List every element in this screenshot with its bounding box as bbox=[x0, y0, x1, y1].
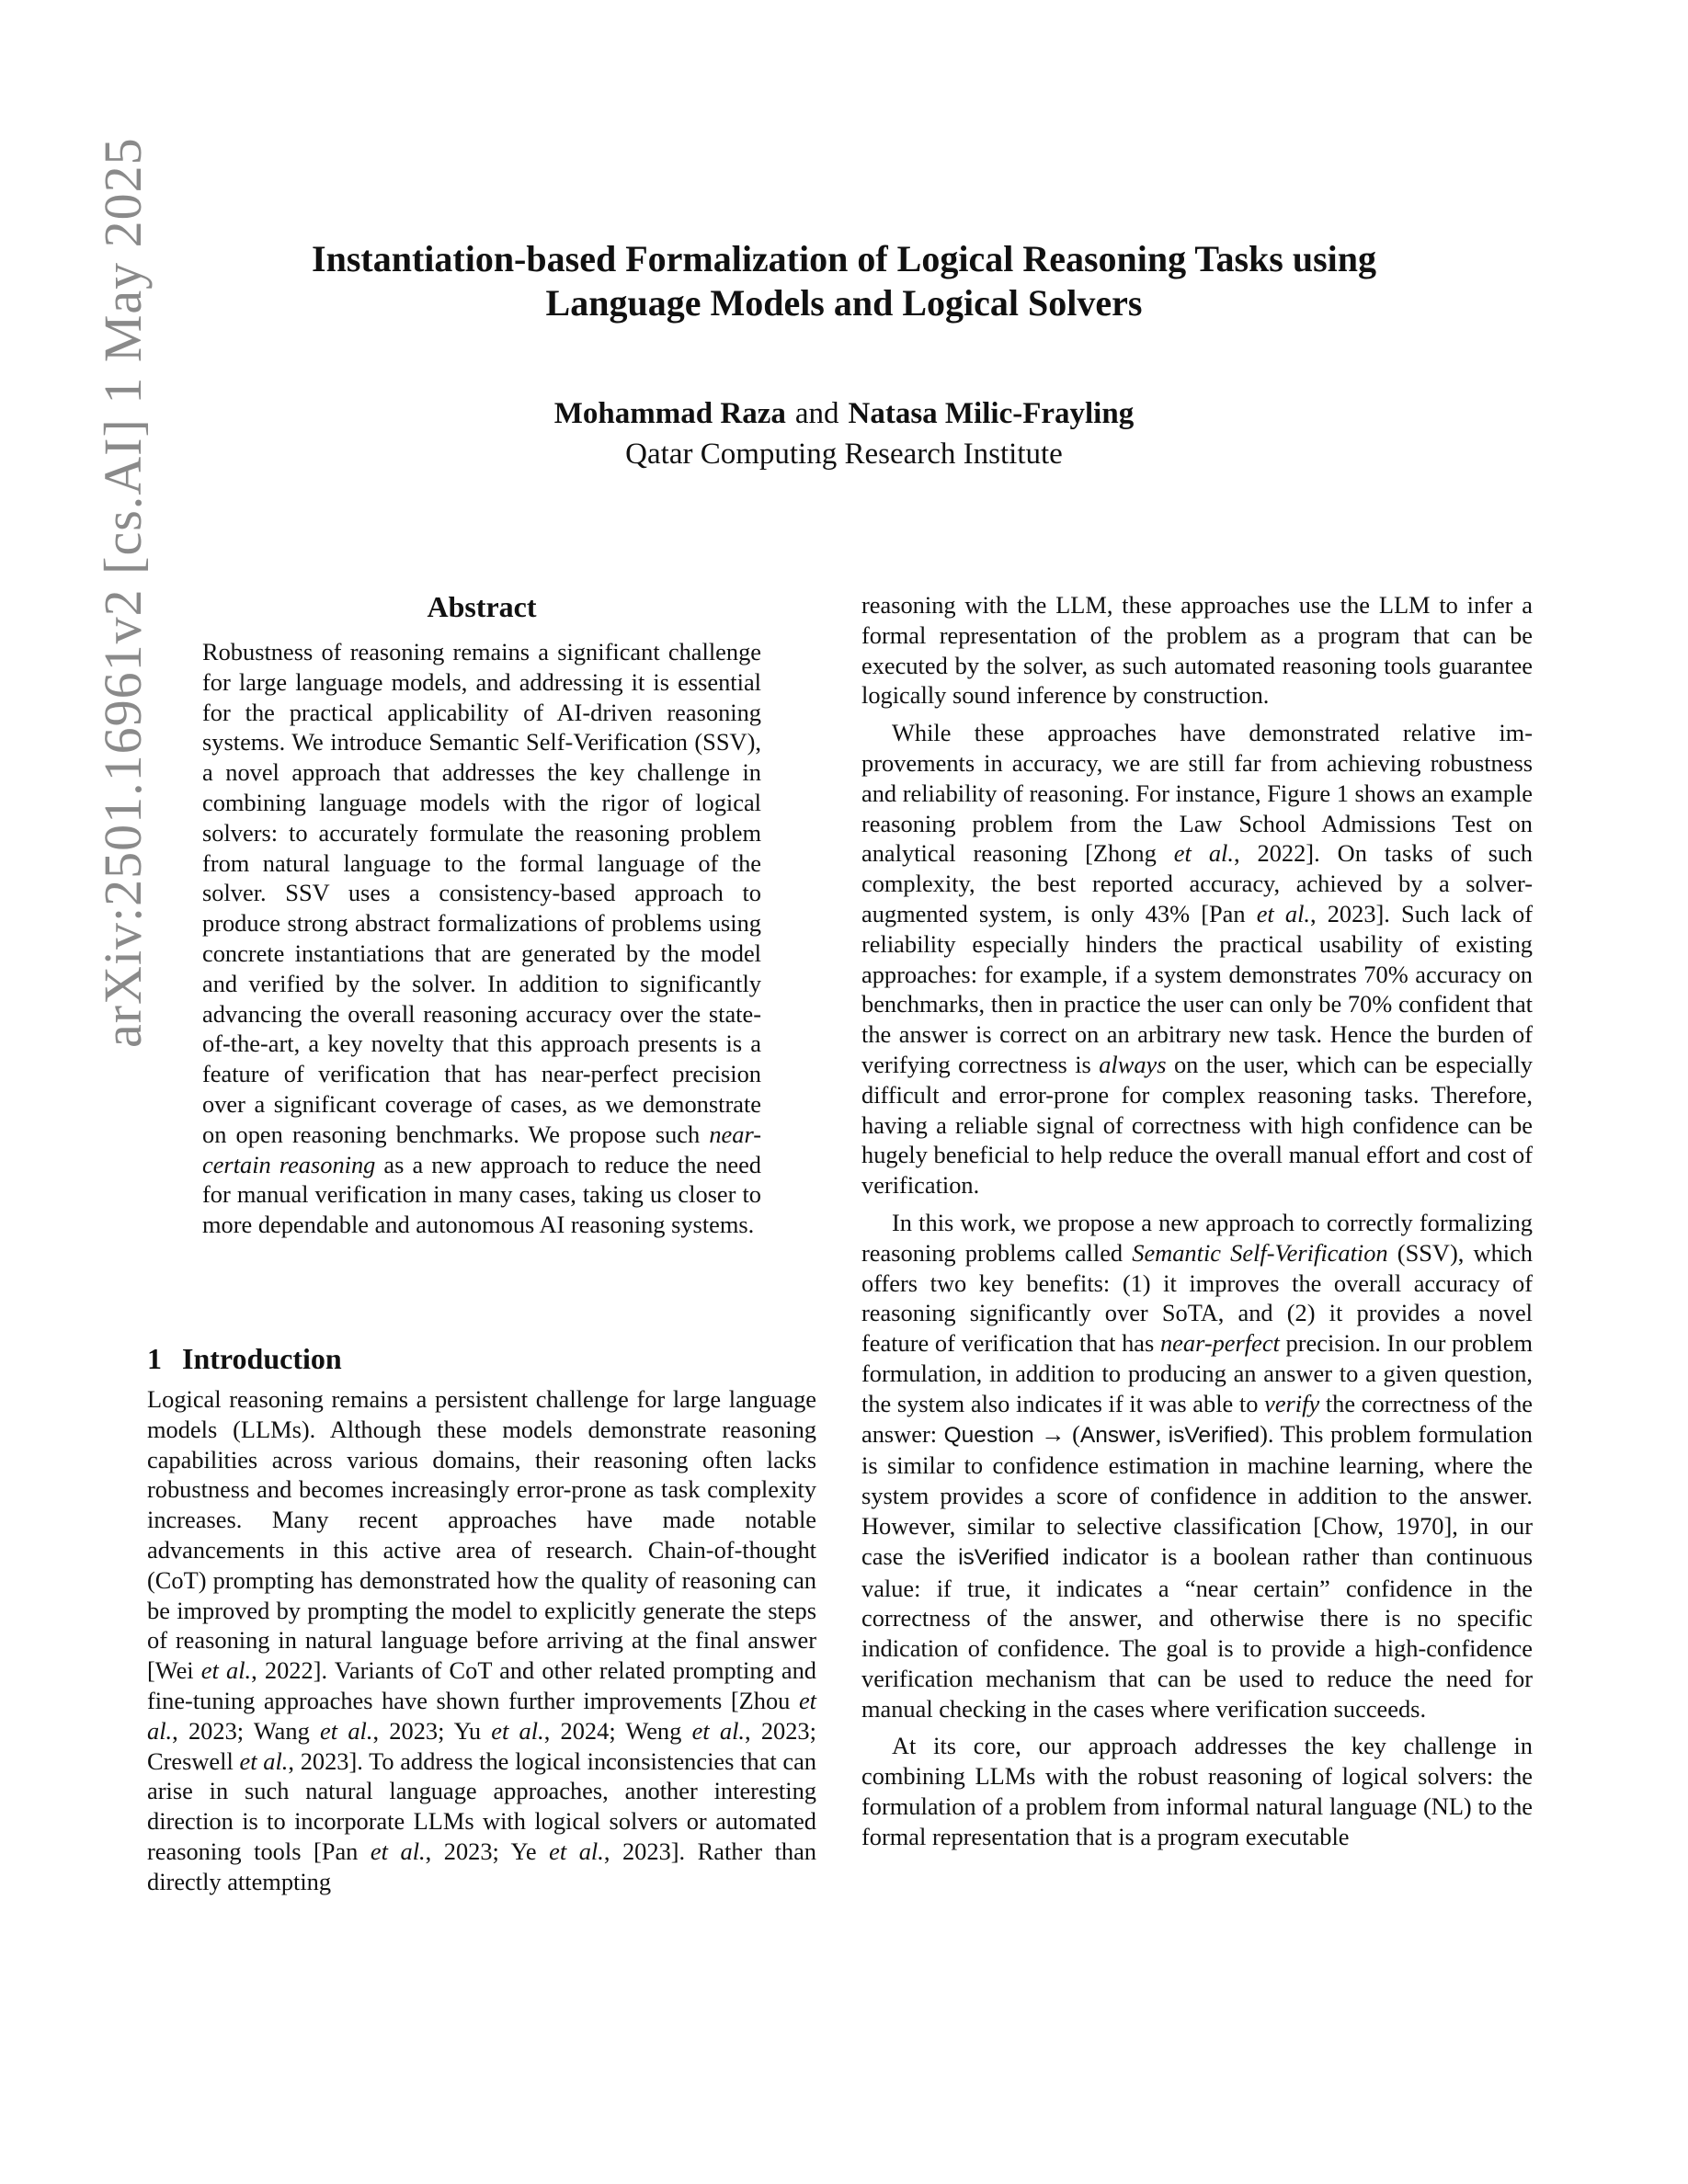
body-paragraph-1: reasoning with the LLM, these approaches use the LLM to infer a formal representation of the problem as a program that can be executed by the solver, as such automated reasoning tools guarantee logically sound inference by construction. bbox=[861, 591, 1533, 710]
paper-title bbox=[184, 237, 1504, 325]
math-isverified: isVerified bbox=[1168, 1422, 1260, 1448]
body-paragraph-3: In this work, we propose a new approach to correctly formalizing reasoning problems called Semantic Self-Verification (SSV), which offers two key benefits: (1) it improves the overall accuracy of reasoning significantly over SoTA, and (2) it provides a novel feature of verification that has near-perfect precision. In our problem formulation, in addition to producing an answer to a given question, the system also indicates if it was able to verify the correctness of the answer: Question → (Answer, isVerified). This problem formulation is similar to confidence estimation in machine learning, where the system provides a score of confidence in addition to the answer. However, similar to selective classification [Chow, 1970], in our case the isVerified indicator is a boolean rather than continuous value: if true, it indicates a “near certain” confidence in the correctness of the answer, and otherwise there is no specific indication of confidence. The goal is to provide a high-confidence verification mechanism that can be used to reduce the need for manual checking in the cases where verification succeeds. bbox=[861, 1208, 1534, 1723]
emphasis: verify bbox=[1264, 1389, 1320, 1417]
math-isverified-indicator: isVerified bbox=[958, 1544, 1050, 1570]
author-names bbox=[184, 393, 1504, 434]
emphasis: et al. bbox=[1173, 839, 1234, 868]
section-title: Introduction bbox=[182, 1342, 342, 1375]
author-block bbox=[184, 393, 1504, 474]
body-paragraph-4: At its core, our approach addresses the key challenge in combining LLMs with the robust reasoning of logical solvers: the formulation of a problem from informal natural language (NL) to the formal representation that is a program executable bbox=[861, 1732, 1533, 1850]
section-number: 1 bbox=[147, 1342, 162, 1375]
abstract-body bbox=[202, 637, 761, 1240]
paper-title-line-1: Instantiation-based Formalization of Logical Reasoning Tasks using bbox=[312, 238, 1376, 279]
author-connector: and bbox=[794, 397, 839, 430]
emphasis: et al. bbox=[549, 1837, 604, 1865]
math-answer: Answer bbox=[1079, 1422, 1156, 1448]
paper-title-line-2: Language Models and Logical Solvers bbox=[545, 282, 1143, 324]
emphasis: et al. bbox=[239, 1746, 289, 1775]
section-heading bbox=[147, 1340, 342, 1377]
emphasis: et al. bbox=[320, 1716, 373, 1745]
author-name-1: Mohammad Raza bbox=[553, 397, 786, 430]
emphasis: et al. bbox=[200, 1656, 252, 1685]
right-column-body bbox=[861, 590, 1533, 1852]
emphasis: always bbox=[1099, 1050, 1167, 1078]
abstract-heading: Abstract bbox=[427, 590, 537, 623]
body-paragraph-2: While these approaches have demonstrated relative improvements in accuracy, we are still far from achieving robustness and reliability of reasoning. For instance, Figure 1 shows an example reasoning problem from the Law School Admissions Test on analytical reasoning [Zhong et al., 2022]. On tasks of such complexity, the best reported accuracy, achieved by a solver-augmented system, is only 43% [Pan et al., 2023]. Such lack of reliability especially hinders the practical usability of existing approaches: for example, if a system demonstrates 70% accuracy on benchmarks, then in practice the user can only be 70% confident that the answer is correct on an arbitrary new task. Hence the burden of verifying correctness is always on the user, which can be especially difficult and error-prone for complex reasoning tasks. Therefore, having a reliable signal of correctness with high confidence can be hugely beneficial to help reduce the overall manual effort and cost of verification. bbox=[861, 719, 1533, 1200]
emphasis: et al. bbox=[147, 1686, 816, 1745]
emphasis: et al. bbox=[1256, 899, 1311, 927]
intro-paragraph: Logical reasoning remains a persistent challenge for large language models (LLMs). Although these models demonstrate reasoning capabilities across various domains, their reasoning often lacks robustness and becomes increasingly error-prone as task complexity increases. Many recent approaches have made notable advancements in this active area of research. Chain-of-thought (CoT) prompting has demonstrated how the quality of reasoning can be improved by prompting the model to explicitly generate the steps of reasoning in natural language before arriving at the final answer [Wei et al., 2022]. Variants of CoT and other related prompting and fine-tuning approaches have shown further improvements [Zhou et al., 2023; Wang et al., 2023; Yu et al., 2024; Weng et al., 2023; Creswell et al., 2023]. To address the logical inconsistencies that can arise in such natural language approaches, another interesting direction is to incorporate LLMs with logical solvers or automated reasoning tools [Pan et al., 2023; Ye et al., 2023]. Rather than directly attempting bbox=[147, 1385, 817, 1895]
emphasis: near-perfect bbox=[1159, 1329, 1280, 1358]
math-question: Question bbox=[943, 1422, 1034, 1448]
author-affiliation: Qatar Computing Research Institute bbox=[625, 438, 1063, 471]
emphasis: et al. bbox=[691, 1716, 745, 1745]
emphasis: et al. bbox=[491, 1716, 544, 1745]
emphasis: Semantic Self-Verification bbox=[1132, 1238, 1388, 1267]
author-name-2: Natasa Milic-Frayling bbox=[848, 397, 1135, 430]
emphasis: near-certain reasoning bbox=[202, 1120, 761, 1178]
arxiv-identifier: arXiv:2501.16961v2 [cs.AI] 1 May 2025 bbox=[93, 137, 153, 1048]
introduction-body bbox=[147, 1384, 816, 1897]
abstract-paragraph: Robustness of reasoning remains a significant challenge for large language models, and addressing it is essential for the practical applicability of AI-driven reasoning systems. We introduce Semantic Self-Verification (SSV), a novel approach that addresses the key challenge in combining language models with the rigor of logical solvers: to accurately formulate the reasoning problem from natural language to the formal language of the solver. SSV uses a consistency-based approach to produce strong abstract formalizations of problems using concrete instantiations that are generated by the model and verified by the solver. In addition to significantly advancing the overall reasoning accuracy over the state-of-the-art, a key novelty that this approach presents is a feature of verification that has near-perfect precision over a significant coverage of cases, as we demonstrate on open reasoning benchmarks. We propose such near-certain reasoning as a new approach to reduce the need for manual verification in many cases, taking us closer to more dependable and autonomous AI reasoning systems. bbox=[202, 638, 762, 1239]
emphasis: et al. bbox=[370, 1837, 426, 1865]
